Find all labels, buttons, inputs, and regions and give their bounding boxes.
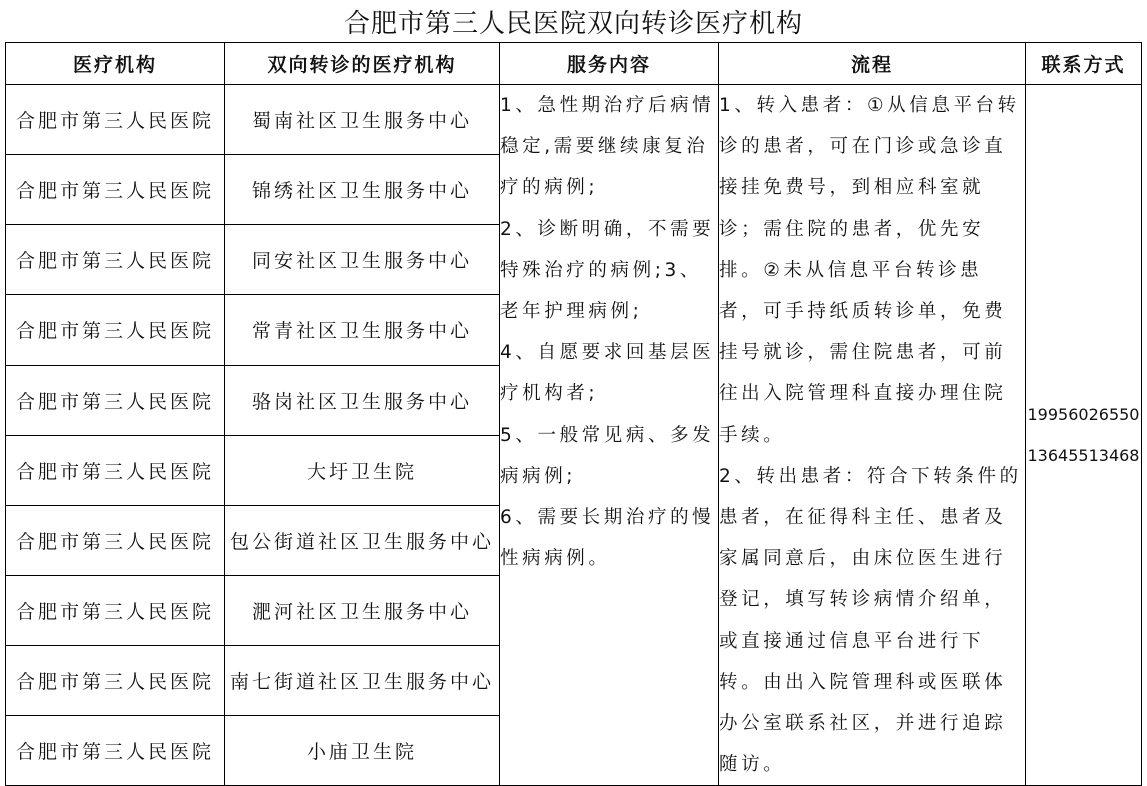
partner-cell: 南七街道社区卫生服务中心 xyxy=(225,646,500,716)
header-process: 流程 xyxy=(719,43,1026,85)
phone-number: 13645513468 xyxy=(1027,446,1140,466)
referral-table xyxy=(5,42,1142,786)
service-item: 5、一般常见病、多发病病例; xyxy=(500,424,715,487)
partner-cell: 锦绣社区卫生服务中心 xyxy=(225,155,500,225)
service-item: 2、诊断明确，不需要特殊治疗的病例;3、老年护理病例; xyxy=(500,218,715,323)
org-cell: 合肥市第三人民医院 xyxy=(6,85,225,155)
partner-cell: 大圩卫生院 xyxy=(225,435,500,505)
header-service: 服务内容 xyxy=(500,43,719,85)
header-contact: 联系方式 xyxy=(1026,43,1142,85)
partner-cell: 同安社区卫生服务中心 xyxy=(225,225,500,295)
org-cell: 合肥市第三人民医院 xyxy=(6,505,225,575)
header-partner: 双向转诊的医疗机构 xyxy=(225,43,500,85)
process-item: 1、转入患者：①从信息平台转诊的患者，可在门诊或急诊直接挂免费号，到相应科室就诊；需住院的患者，优先安排。②未从信息平台转诊患者，可手持纸质转诊单，免费挂号就诊，需住院患者，可前往出入院管理科直接办理住院手续。 xyxy=(719,95,1020,446)
service-item: 4、自愿要求回基层医疗机构者; xyxy=(500,342,715,405)
service-item: 6、需要长期治疗的慢性病病例。 xyxy=(500,507,715,570)
partner-cell: 常青社区卫生服务中心 xyxy=(225,295,500,365)
org-cell: 合肥市第三人民医院 xyxy=(6,365,225,435)
partner-cell: 蜀南社区卫生服务中心 xyxy=(225,85,500,155)
page-title: 合肥市第三人民医院双向转诊医疗机构 xyxy=(343,8,803,39)
org-cell: 合肥市第三人民医院 xyxy=(6,225,225,295)
partner-cell: 淝河社区卫生服务中心 xyxy=(225,575,500,645)
table-row xyxy=(6,85,1142,155)
service-cell xyxy=(500,85,719,786)
partner-cell: 小庙卫生院 xyxy=(225,716,500,786)
phone-number: 19956026550 xyxy=(1027,405,1140,425)
org-cell: 合肥市第三人民医院 xyxy=(6,155,225,225)
org-cell: 合肥市第三人民医院 xyxy=(6,716,225,786)
org-cell: 合肥市第三人民医院 xyxy=(6,435,225,505)
process-item: 2、转出患者：符合下转条件的患者，在征得科主任、患者及家属同意后，由床位医生进行登记，填写转诊病情介绍单，或直接通过信息平台进行下转。由出入院管理科或医联体办公室联系社区，并进行追踪随访。 xyxy=(719,465,1022,776)
org-cell: 合肥市第三人民医院 xyxy=(6,575,225,645)
partner-cell: 包公街道社区卫生服务中心 xyxy=(225,505,500,575)
contact-cell xyxy=(1026,85,1142,786)
header-row xyxy=(6,43,1142,85)
partner-cell: 骆岗社区卫生服务中心 xyxy=(225,365,500,435)
org-cell: 合肥市第三人民医院 xyxy=(6,295,225,365)
org-cell: 合肥市第三人民医院 xyxy=(6,646,225,716)
service-item: 1、急性期治疗后病情稳定,需要继续康复治疗的病例; xyxy=(500,95,715,199)
process-cell xyxy=(719,85,1026,786)
header-org: 医疗机构 xyxy=(6,43,225,85)
